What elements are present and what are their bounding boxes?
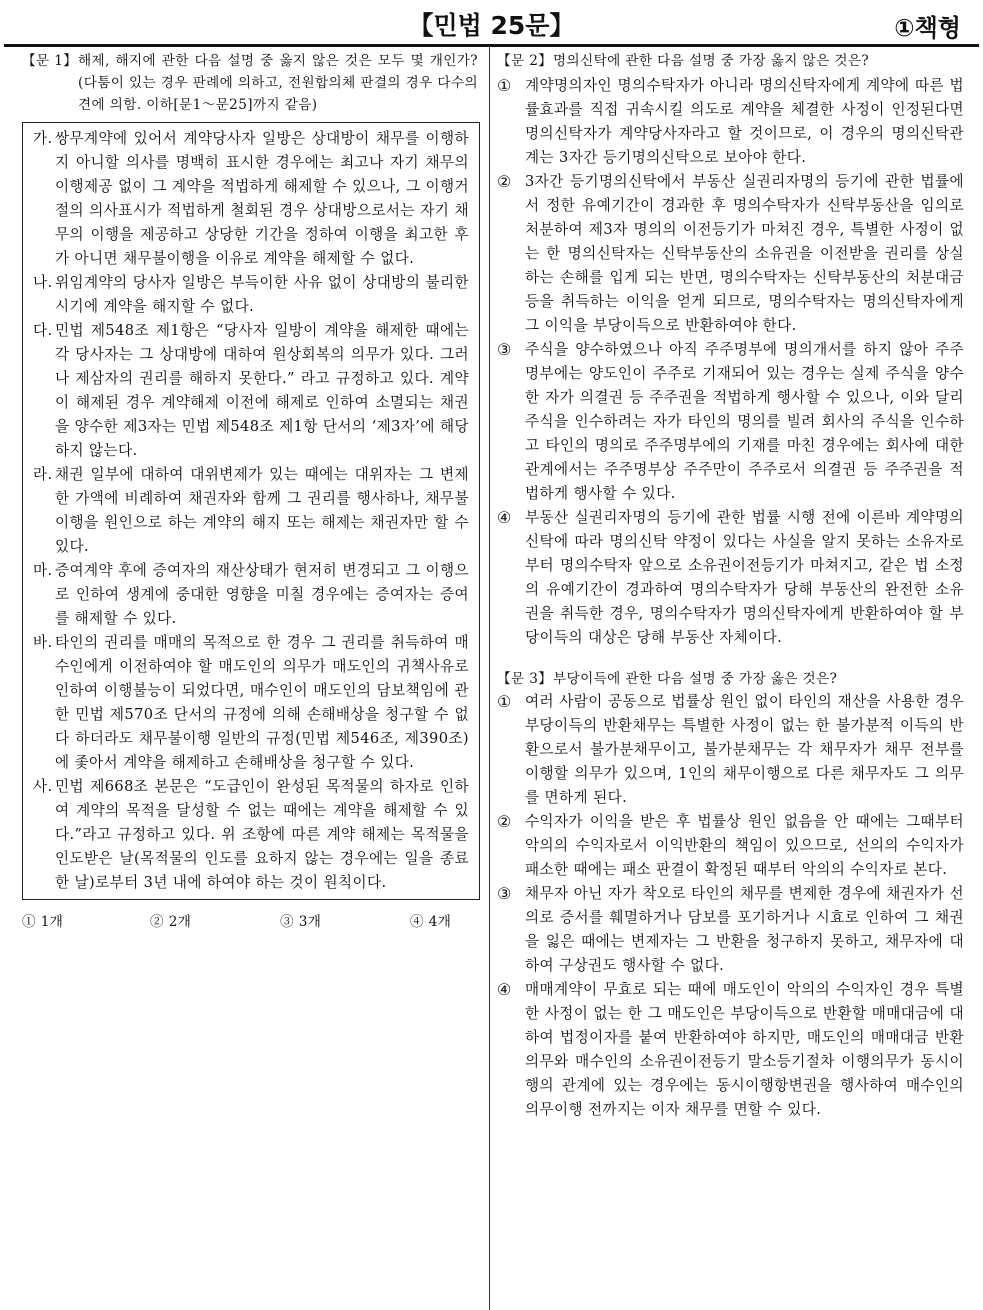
- statement-label: 다.: [33, 322, 53, 339]
- booklet-type: ①책형: [894, 14, 961, 42]
- question-3-stem: [497, 668, 964, 690]
- option-text: 여러 사람이 공동으로 법률상 원인 없이 타인의 재산을 사용한 경우 부당이득의 반환채무는 특별한 사정이 없는 한 불가분적 이득의 반환으로서 불가분채무이고, 불가분채무는 각 채무자가 채무 전부를 이행할 의무가 있으며, 1인의 채무이행으로 다른 채무자도 그 의무를 면하게 된다.: [525, 693, 964, 806]
- option-3[interactable]: [497, 338, 964, 506]
- option-text: 부동산 실권리자명의 등기에 관한 법률 시행 전에 이른바 계약명의신탁에 따라 명의신탁 약정이 있다는 사실을 알지 못하는 소유자로부터 명의수탁자 앞으로 소유권이전등기가 마쳐지고, 같은 법 소정의 유예기간이 경과하여 명의수탁자가 당해 부동산의 완전한 소유권을 취득한 경우, 명의수탁자가 명의신탁자에게 반환하여야 할 부당이득의 대상은 당해 부동산 자체이다.: [525, 509, 964, 646]
- statement-label: 나.: [33, 274, 53, 291]
- statement-text: 증여계약 후에 증여자의 재산상태가 현저히 변경되고 그 이행으로 인하여 생계에 중대한 영향을 미칠 경우에는 증여자는 증여를 해제할 수 있다.: [55, 562, 469, 627]
- choice-3[interactable]: ③ 3개: [280, 914, 322, 930]
- statement-text: 위임계약의 당사자 일방은 부득이한 사유 없이 상대방의 불리한 시기에 계약을 해지할 수 없다.: [55, 274, 469, 315]
- statement-text: 민법 제548조 제1항은 “당사자 일방이 계약을 해제한 때에는 각 당사자는 그 상대방에 대하여 원상회복의 의무가 있다. 그러나 제삼자의 권리를 해하지 못한다.” 라고 규정하고 있다. 계약이 해제된 경우 계약해제 이전에 해제로 인하여 소멸되는 채권을 양수한 제3자는 민법 제548조 제1항 단서의 ‘제3자’에 해당하지 않는다.: [55, 322, 469, 459]
- exam-title: 【민법 25문】: [408, 11, 575, 40]
- page-header: [0, 0, 983, 46]
- option-1[interactable]: [497, 690, 964, 810]
- option-mark: ④: [497, 508, 512, 527]
- left-column: [22, 50, 478, 936]
- statement-item: [33, 559, 469, 631]
- option-text: 매매계약이 무효로 되는 때에 매도인이 악의의 수익자인 경우 특별한 사정이 없는 한 그 매도인은 부당이득으로 반환할 매매대금에 대하여 법정이자를 붙여 반환하여야 하지만, 매도인의 매매대금 반환의무와 매수인의 소유권이전등기 말소등기절차 이행의무가 동시이행의 관계에 있는 경우에는 동시이행항변권을 행사하여 매수인의 의무이행 전까지는 이자 채무를 면할 수 있다.: [525, 981, 964, 1118]
- option-1[interactable]: [497, 74, 964, 170]
- statement-text: 쌍무계약에 있어서 계약당사자 일방은 상대방이 채무를 이행하지 아니할 의사를 명백히 표시한 경우에는 최고나 자기 채무의 이행제공 없이 그 계약을 적법하게 해제할 수 있으나, 그 이행거절의 의사표시가 적법하게 철회된 경우 상대방으로서는 자기 채무의 이행을 제공하고 상당한 기간을 정하여 이행을 최고한 후가 아니면 채무불이행을 이유로 계약을 해제할 수 없다.: [55, 130, 469, 267]
- statement-label: 가.: [33, 130, 53, 147]
- option-3[interactable]: [497, 882, 964, 978]
- option-mark: ④: [497, 980, 512, 999]
- option-mark: ③: [497, 340, 512, 359]
- choice-4[interactable]: ④ 4개: [410, 914, 452, 930]
- statement-text: 타인의 권리를 매매의 목적으로 한 경우 그 권리를 취득하여 매수인에게 이전하여야 할 매도인의 의무가 매도인의 귀책사유로 인하여 이행불능이 되었다면, 매수인이 매도인의 담보책임에 관한 민법 제570조 단서의 규정에 의해 손해배상을 청구할 수 없다 하더라도 채무불이행 일반의 규정(민법 제546조, 제390조)에 좇아서 계약을 해제하고 손해배상을 청구할 수 있다.: [55, 634, 469, 771]
- option-4[interactable]: [497, 506, 964, 650]
- question-text: 명의신탁에 관한 다음 설명 중 가장 옳지 않은 것은?: [553, 53, 870, 69]
- option-4[interactable]: [497, 978, 964, 1122]
- option-mark: ②: [497, 812, 512, 831]
- question-1-stem: [22, 50, 478, 116]
- option-mark: ③: [497, 884, 512, 903]
- statement-label: 라.: [33, 466, 53, 483]
- option-text: 주식을 양수하였으나 아직 주주명부에 명의개서를 하지 않아 주주명부에는 양도인이 주주로 기재되어 있는 경우는 실제 주식을 양수한 자가 의결권 등 주주권을 적법하게 행사할 수 있으나, 이와 달리 주식을 인수하려는 자가 타인의 명의를 빌려 회사의 주식을 인수하고 타인의 명의로 주주명부에의 기재를 마친 경우에는 회사에 대한 관계에서는 주주명부상 주주만이 주주로서 의결권 등 주주권을 적법하게 행사할 수 있다.: [525, 341, 964, 502]
- option-mark: ②: [497, 172, 512, 191]
- statement-item: [33, 775, 469, 895]
- statement-text: 채권 일부에 대하여 대위변제가 있는 때에는 대위자는 그 변제한 가액에 비례하여 채권자와 함께 그 권리를 행사하나, 채무불이행을 원인으로 하는 계약의 해지 또는 해제는 채권자만 할 수 있다.: [55, 466, 469, 555]
- choice-2[interactable]: ② 2개: [150, 914, 192, 930]
- statement-text: 민법 제668조 본문은 “도급인이 완성된 목적물의 하자로 인하여 계약의 목적을 달성할 수 없는 때에는 계약을 해제할 수 있다.”라고 규정하고 있다. 위 조항에 따른 계약 해제는 목적물을 인도받은 날(목적물의 인도를 요하지 않는 경우에는 일을 종료한 날)로부터 3년 내에 하여야 하는 것이 원칙이다.: [55, 778, 469, 891]
- option-2[interactable]: [497, 810, 964, 882]
- question-number: 【문 2】: [497, 53, 553, 69]
- question-number: 【문 1】: [22, 53, 78, 69]
- statement-label: 마.: [33, 562, 53, 579]
- question-number: 【문 3】: [497, 671, 553, 687]
- statements-box: [22, 122, 480, 900]
- option-text: 3자간 등기명의신탁에서 부동산 실권리자명의 등기에 관한 법률에서 정한 유예기간이 경과한 후 명의수탁자가 신탁부동산을 임의로 처분하여 제3자 명의의 이전등기가 마쳐진 경우, 특별한 사정이 없는 한 명의신탁자는 신탁부동산의 소유권을 이전받을 권리를 상실하는 손해를 입게 되는 반면, 명의수탁자는 신탁부동산의 처분대금 등을 취득하는 이익을 얻게 되므로, 명의수탁자는 명의신탁자에게 그 이익을 부당이득으로 반환하여야 한다.: [525, 173, 964, 334]
- option-text: 계약명의자인 명의수탁자가 아니라 명의신탁자에게 계약에 따른 법률효과를 직접 귀속시킬 의도로 계약을 체결한 사정이 인정된다면 명의신탁자가 계약당사자라고 할 것이므로, 이 경우의 명의신탁관계는 3자간 등기명의신탁으로 보아야 한다.: [525, 77, 964, 166]
- right-column: [497, 50, 964, 1122]
- option-text: 채무자 아닌 자가 착오로 타인의 채무를 변제한 경우에 채권자가 선의로 증서를 훼멸하거나 담보를 포기하거나 시효로 인하여 그 채권을 잃은 때에는 변제자는 그 반환을 청구하지 못하고, 채무자에 대하여 구상권도 행사할 수 없다.: [525, 885, 964, 974]
- question-2-stem: [497, 50, 964, 72]
- option-text: 수익자가 이익을 받은 후 법률상 원인 없음을 안 때에는 그때부터 악의의 수익자로서 이익반환의 책임이 있으므로, 선의의 수익자가 패소한 때에는 패소 판결이 확정된 때부터 악의의 수익자로 본다.: [525, 813, 964, 878]
- statement-label: 사.: [33, 778, 53, 795]
- answer-choices: [22, 910, 478, 936]
- option-2[interactable]: [497, 170, 964, 338]
- option-mark: ①: [497, 76, 512, 95]
- question-text: 해제, 해지에 관한 다음 설명 중 옳지 않은 것은 모두 몇 개인가?(다툼이 있는 경우 판례에 의하고, 전원합의체 판결의 경우 다수의견에 의함. 이하[문1～문25]까지 같음): [78, 53, 479, 113]
- statement-item: [33, 319, 469, 463]
- header-rule: [4, 44, 979, 47]
- statement-item: [33, 127, 469, 271]
- statement-label: 바.: [33, 634, 53, 651]
- option-mark: ①: [497, 692, 512, 711]
- question-text: 부당이득에 관한 다음 설명 중 가장 옳은 것은?: [553, 671, 838, 687]
- statement-item: [33, 271, 469, 319]
- choice-1[interactable]: ① 1개: [22, 914, 64, 930]
- statement-item: [33, 631, 469, 775]
- statement-item: [33, 463, 469, 559]
- column-divider: [489, 47, 490, 1310]
